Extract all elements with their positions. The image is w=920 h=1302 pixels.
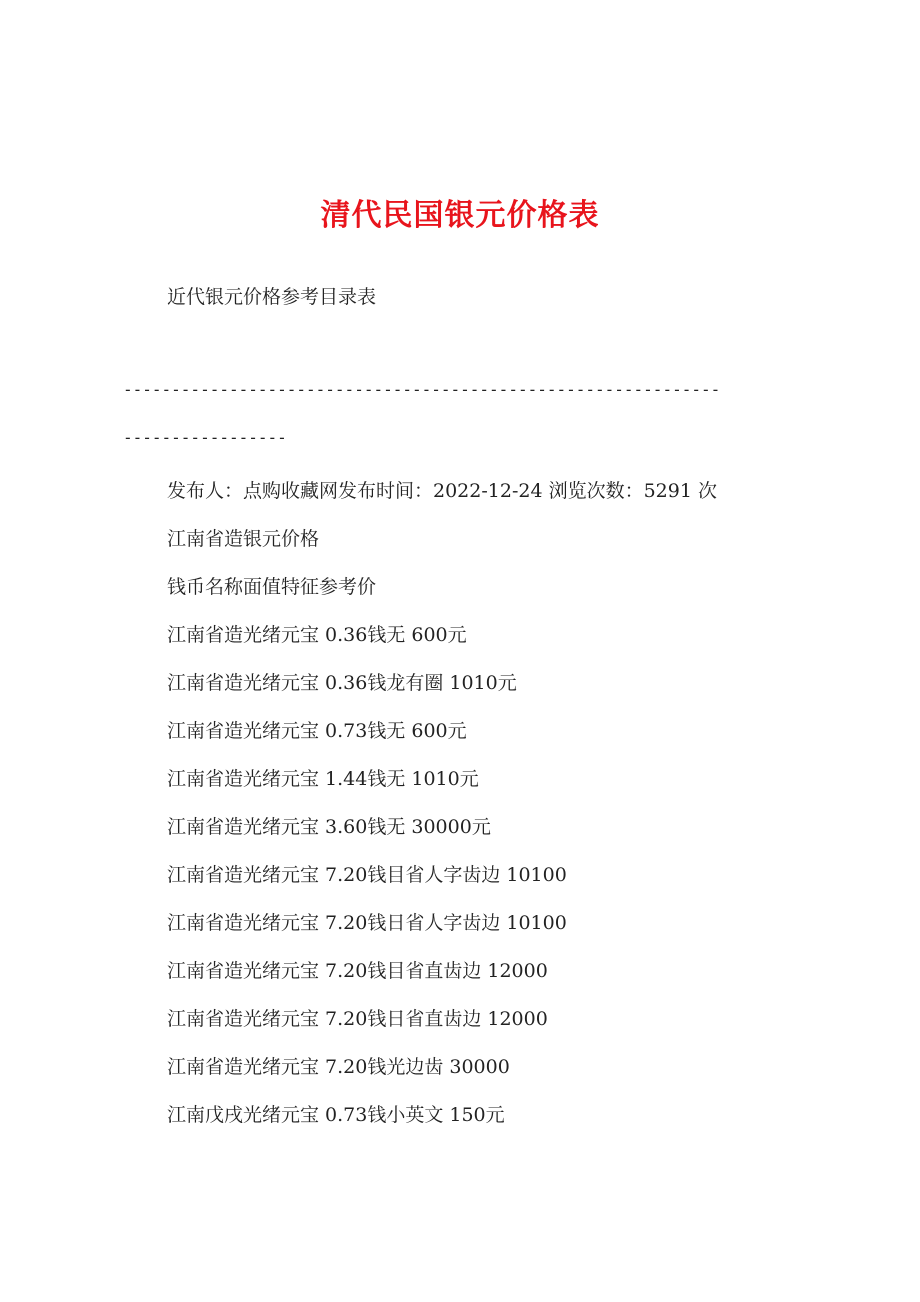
price-entry: 江南省造光绪元宝 0.36钱无 600元 [167, 624, 467, 646]
separator-line-continued: ----------------- [123, 428, 287, 447]
document-title: 清代民国银元价格表 [320, 198, 600, 233]
separator-line: -------------------------------------------------------------- [123, 380, 721, 399]
price-entry: 江南省造光绪元宝 3.60钱无 30000元 [167, 816, 491, 838]
price-entry: 江南省造光绪元宝 7.20钱目省人字齿边 10100 [167, 864, 567, 886]
price-entry: 江南省造光绪元宝 7.20钱目省直齿边 12000 [167, 960, 548, 982]
price-entry: 江南省造光绪元宝 0.36钱龙有圈 1010元 [167, 672, 517, 694]
publish-meta: 发布人：点购收藏网发布时间：2022-12-24 浏览次数：5291 次 [167, 480, 717, 502]
price-entry: 江南省造光绪元宝 7.20钱光边齿 30000 [167, 1056, 510, 1078]
subtitle: 近代银元价格参考目录表 [167, 286, 377, 308]
price-entry: 江南戊戌光绪元宝 0.73钱小英文 150元 [167, 1104, 505, 1126]
price-entry: 江南省造光绪元宝 7.20钱日省人字齿边 10100 [167, 912, 567, 934]
price-entry: 江南省造光绪元宝 1.44钱无 1010元 [167, 768, 479, 790]
table-header-line: 钱币名称面值特征参考价 [167, 576, 377, 598]
section-title: 江南省造银元价格 [167, 528, 320, 550]
price-entry: 江南省造光绪元宝 0.73钱无 600元 [167, 720, 467, 742]
price-entry: 江南省造光绪元宝 7.20钱日省直齿边 12000 [167, 1008, 548, 1030]
